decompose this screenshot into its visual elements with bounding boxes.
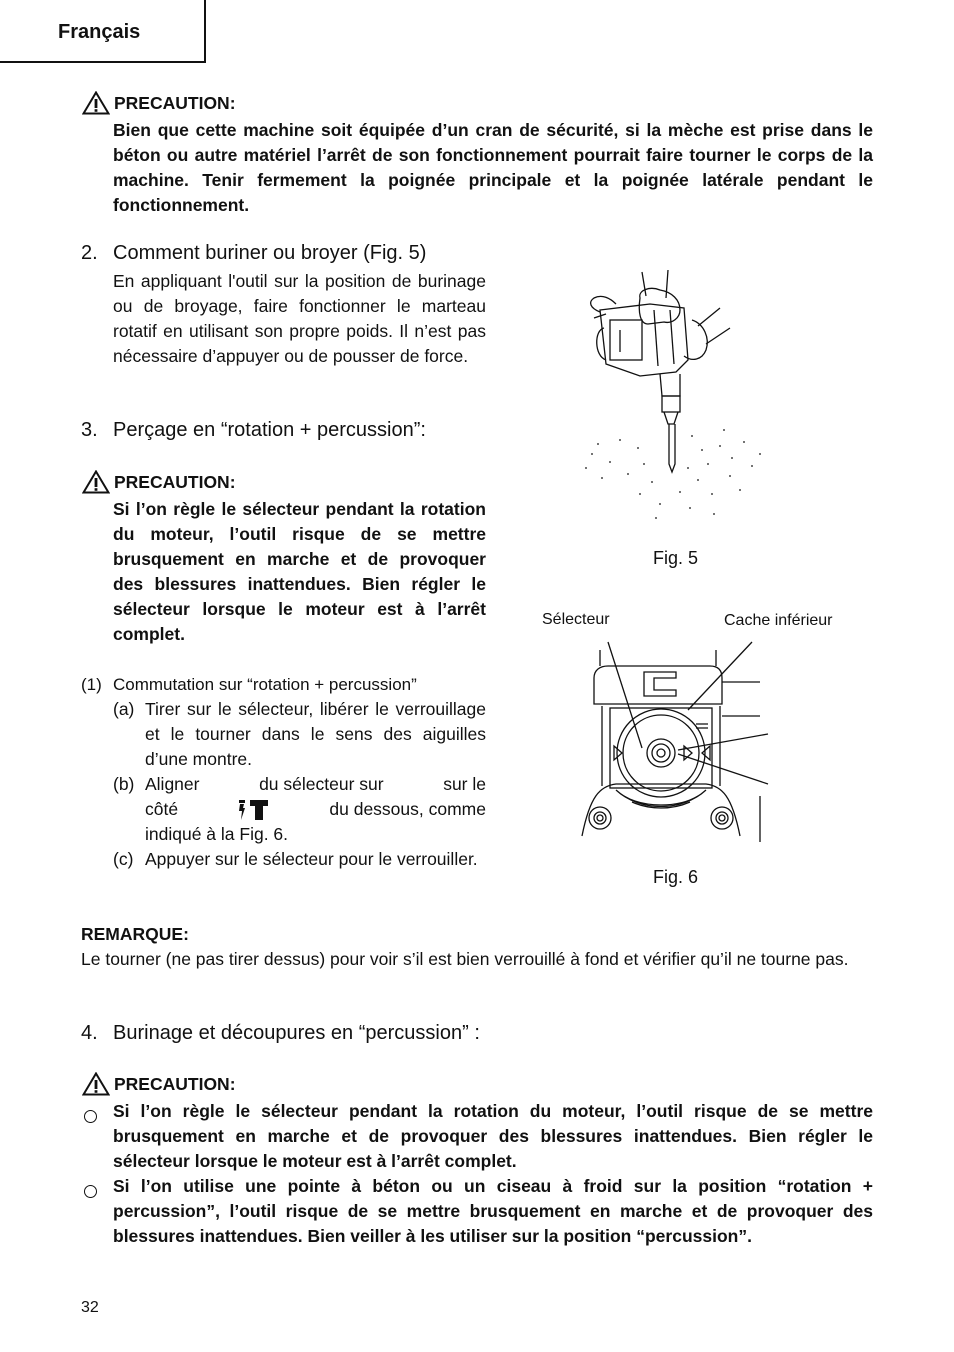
step-1-b: [113, 772, 486, 847]
step-1-b-label: (b): [113, 774, 135, 794]
step-1-a-label: (a): [113, 699, 135, 719]
step-1-b-text-5: du dessous, comme: [329, 799, 486, 819]
fig5-caption: Fig. 5: [653, 548, 699, 568]
caution-label: PRECAUTION:: [114, 1073, 236, 1094]
caution-text-1: Bien que cette machine soit équipée d’un cran de sécurité, si la mèche est prise dans le béton ou autre matériel l’arrêt de son fonctionnement pourrait faire tourner le corps de la machine. Tenir fermement la poignée principale et la poignée latérale pendant le fonctionnement.: [113, 120, 873, 215]
caution-heading-3: [82, 1072, 236, 1096]
step-1-a: [113, 697, 486, 772]
step-1-b-text-2: du sélecteur sur: [259, 774, 384, 794]
step-1-title: Commutation sur “rotation + percussion”: [113, 675, 417, 694]
fig6-selector-illustration: [560, 636, 775, 842]
caution-3-item-2-text: Si l’on utilise une pointe à béton ou un ciseau à froid sur la position “rotation + percussion”, l’outil risque de se mettre brusquement en marche et de provoquer des blessures inattendues. Bien veiller à les utiliser sur la position “percussion”.: [113, 1176, 873, 1246]
fig6-label-lower-cover: Cache inférieur: [724, 612, 833, 629]
remarque-text: Le tourner (ne pas tirer dessus) pour voir s’il est bien verrouillé à fond et vérifier qu’il ne tourne pas.: [81, 949, 849, 969]
fig6-label-selector: Sélecteur: [542, 611, 610, 628]
step-1-b-text-3: sur le: [443, 774, 486, 794]
section-2-title: Comment buriner ou broyer (Fig. 5): [113, 242, 427, 264]
caution-label: PRECAUTION:: [114, 92, 236, 113]
fig5-hammer-drill-illustration: [580, 268, 775, 523]
step-1-c: [113, 847, 486, 872]
step-1-c-text: Appuyer sur le sélecteur pour le verrouiller.: [145, 849, 478, 869]
step-1-b-text-4: côté: [145, 799, 179, 819]
step-1-c-label: (c): [113, 849, 134, 869]
section-3-title: Perçage en “rotation + percussion”:: [113, 419, 426, 441]
fig6-caption: Fig. 6: [653, 867, 699, 887]
step-1-b-text-1: Aligner: [145, 774, 200, 794]
language-tab-label: Français: [58, 21, 141, 43]
warning-triangle-icon: [82, 91, 110, 115]
caution-3-item: [81, 1174, 873, 1249]
section-4-number: 4.: [81, 1022, 98, 1044]
section-4-title: Burinage et découpures en “percussion” :: [113, 1022, 480, 1044]
warning-triangle-icon: [82, 1072, 110, 1096]
caution-heading-2: [82, 470, 236, 494]
section-2-number: 2.: [81, 242, 98, 264]
language-tab: [0, 0, 206, 63]
bullet-circle-icon: [81, 1099, 113, 1174]
section-2-body: En appliquant l'outil sur la position de burinage ou de broyage, faire fonctionner le marteau rotatif en utilisant son propre poids. Il n’est pas nécessaire d’appuyer ou de pousser de force.: [113, 271, 486, 366]
caution-3-item: [81, 1099, 873, 1174]
bullet-circle-icon: [81, 1174, 113, 1249]
step-1-b-text-6: indiqué à la Fig. 6.: [145, 824, 289, 844]
caution-3-item-1-text: Si l’on règle le sélecteur pendant la rotation du moteur, l’outil risque de se mettre brusquement en marche et de provoquer des blessures inattendues. Bien régler le sélecteur lorsque le moteur est à l’arrêt complet.: [113, 1101, 873, 1171]
caution-label: PRECAUTION:: [114, 471, 236, 492]
step-1-label: (1): [81, 675, 102, 694]
page-number: 32: [81, 1299, 99, 1316]
warning-triangle-icon: [82, 470, 110, 494]
hammer-drill-icon: [236, 798, 272, 822]
caution-text-2: Si l’on règle le sélecteur pendant la rotation du moteur, l’outil risque de se mettre brusquement en marche et de provoquer des blessures inattendues. Bien régler le sélecteur lorsque le moteur est à l’arrêt complet.: [113, 499, 486, 644]
step-1-a-text: Tirer sur le sélecteur, libérer le verrouillage et le tourner dans le sens des aiguilles d’une montre.: [145, 699, 486, 769]
section-3-number: 3.: [81, 419, 98, 441]
caution-heading-1: [82, 91, 236, 115]
remarque-label: REMARQUE:: [81, 924, 189, 944]
